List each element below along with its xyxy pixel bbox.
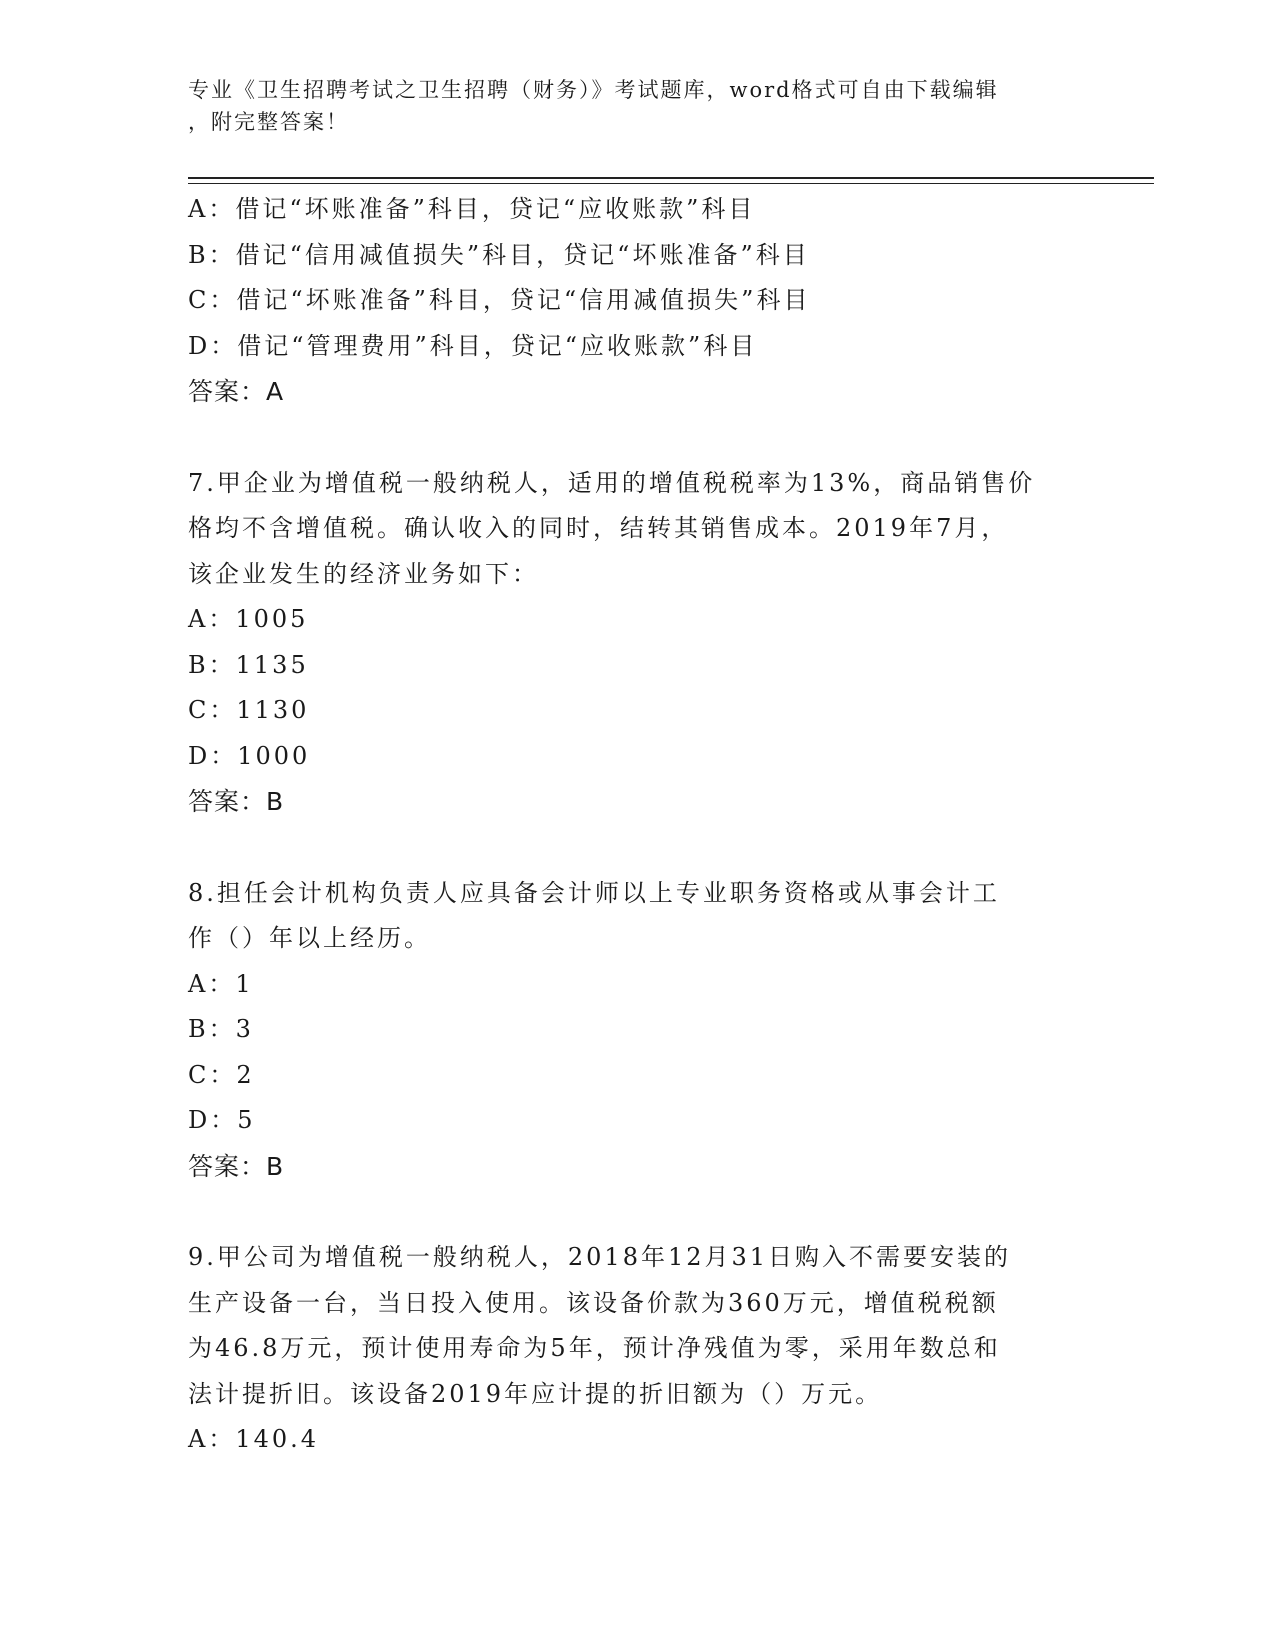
option-a: A：140.4 (188, 1425, 320, 1453)
question-6 (188, 187, 1088, 415)
option-c: C：借记“坏账准备”科目，贷记“信用减值损失”科目 (188, 286, 811, 314)
option-d: D：5 (188, 1106, 256, 1134)
header-divider-thick (188, 177, 1154, 179)
question-7 (188, 461, 1088, 825)
option-c: C：1130 (188, 696, 310, 724)
option-d: D：1000 (188, 741, 311, 770)
option-b: B：3 (188, 1015, 254, 1043)
answer: 答案：B (188, 1151, 285, 1181)
question-text-line: 生产设备一台，当日投入使用。该设备价款为360万元，增值税税额 (188, 1288, 999, 1317)
question-9 (188, 1235, 1088, 1463)
header-divider-thin (188, 183, 1154, 184)
question-text-line: 法计提折旧。该设备2019年应计提的折旧额为（）万元。 (188, 1379, 883, 1408)
option-d: D：借记“管理费用”科目，贷记“应收账款”科目 (188, 331, 758, 360)
option-c: C：2 (188, 1060, 255, 1089)
question-text-line: 9.甲公司为增值税一般纳税人，2018年12月31日购入不需要安装的 (188, 1243, 1012, 1271)
question-8 (188, 871, 1088, 1190)
spacer (188, 825, 1088, 871)
question-text-line: 作（）年以上经历。 (188, 924, 431, 952)
question-text-line: 7.甲企业为增值税一般纳税人，适用的增值税税率为13%，商品销售价 (188, 468, 1036, 497)
option-a: A：1 (188, 969, 254, 998)
question-text-line: 8.担任会计机构负责人应具备会计师以上专业职务资格或从事会计工 (188, 878, 1000, 907)
header-line-1: 专业《卫生招聘考试之卫生招聘（财务）》考试题库，word格式可自由下载编辑 (188, 78, 999, 102)
spacer (188, 415, 1088, 461)
option-b: B：借记“信用减值损失”科目，贷记“坏账准备”科目 (188, 240, 810, 269)
document-header (188, 74, 1068, 138)
spacer (188, 1189, 1088, 1235)
answer: 答案：B (188, 787, 285, 816)
question-text-line: 该企业发生的经济业务如下： (188, 559, 539, 588)
header-line-2: ，附完整答案！ (188, 110, 349, 134)
question-text-line: 格均不含增值税。确认收入的同时，结转其销售成本。2019年7月， (188, 514, 1009, 542)
option-b: B：1135 (188, 650, 309, 679)
option-a: A：1005 (188, 605, 309, 633)
option-a: A：借记“坏账准备”科目，贷记“应收账款”科目 (188, 195, 756, 223)
question-text-line: 为46.8万元，预计使用寿命为5年，预计净残值为零，采用年数总和 (188, 1334, 1001, 1362)
question-list (188, 187, 1088, 1463)
answer: 答案：A (188, 377, 285, 406)
